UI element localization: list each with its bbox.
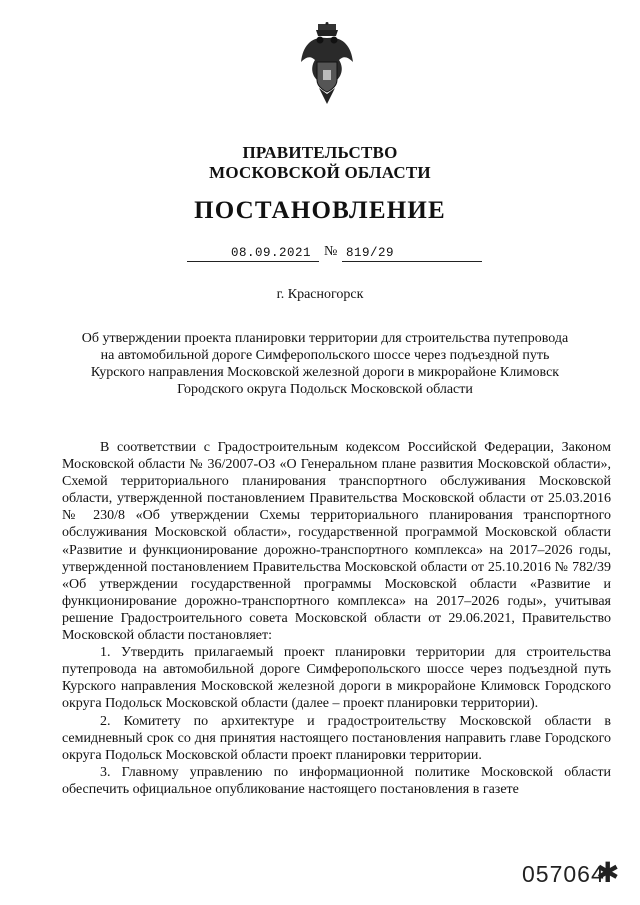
document-date: 08.09.2021 xyxy=(187,246,319,262)
document-type: ПОСТАНОВЛЕНИЕ xyxy=(194,197,446,224)
serial-mark-icon: ✱ xyxy=(596,856,620,889)
title-line: на автомобильной дороге Симферопольского шоссе через подъездной путь xyxy=(100,348,550,363)
document-number: 819/29 xyxy=(342,246,482,262)
document-body xyxy=(62,439,611,798)
title-line: Городского округа Подольск Московской области xyxy=(177,382,473,397)
preamble-paragraph: В соответствии с Градостроительным кодексом Российской Федерации, Законом Московской области № 36/2007-ОЗ «О Генеральном плане развития Московской области», Схемой территориального планирования транспортного обслуживания Московской области, утвержденной постановлением Правительства Московской области от 25.03.2016 № 230/8 «Об утверждении Схемы территориального планирования транспортного обслуживания Московской области», государственной программой Московской области «Развитие и функционирование дорожно-транспортного комплекса» на 2017–2026 годы, утвержденной постановлением Правительства Московской области от 25.10.2016 № 782/39 «Об утверждении государственной программы Московской области «Развитие и функционирование дорожно-транспортного комплекса» на 2017–2026 годы», учитывая решение Градостроительного совета Московской области от 29.06.2021, Правительство Московской области постановляет: xyxy=(62,440,611,644)
coat-of-arms-icon xyxy=(299,22,355,106)
authority-name-line1: ПРАВИТЕЛЬСТВО xyxy=(242,143,398,162)
document-title xyxy=(60,330,590,398)
city-name: г. Красногорск xyxy=(276,287,364,302)
serial-number: 057064 xyxy=(522,861,605,887)
number-sign: № xyxy=(324,244,338,259)
clause-2-paragraph: 2. Комитету по архитектуре и градостроительству Московской области в семидневный срок со дня принятия настоящего постановления направить главе Городского округа Подольск Московской области проект планировки территории. xyxy=(62,713,611,763)
title-line: Об утверждении проекта планировки территории для строительства путепровода xyxy=(81,331,569,346)
title-line: Курского направления Московской железной дороги в микрорайоне Климовск xyxy=(90,365,560,380)
authority-name-line2: МОСКОВСКОЙ ОБЛАСТИ xyxy=(209,163,431,182)
clause-1-paragraph: 1. Утвердить прилагаемый проект планировки территории для строительства путепровода на автомобильной дороге Симферопольского шоссе через подъездной путь Курского направления Московской железной дороги в микрорайоне Климовск Городского округа Подольск Московской области (далее – проект планировки территории). xyxy=(62,645,611,712)
clause-3-paragraph: 3. Главному управлению по информационной политике Московской области обеспечить официальное опубликование настоящего постановления в газете xyxy=(62,764,611,797)
